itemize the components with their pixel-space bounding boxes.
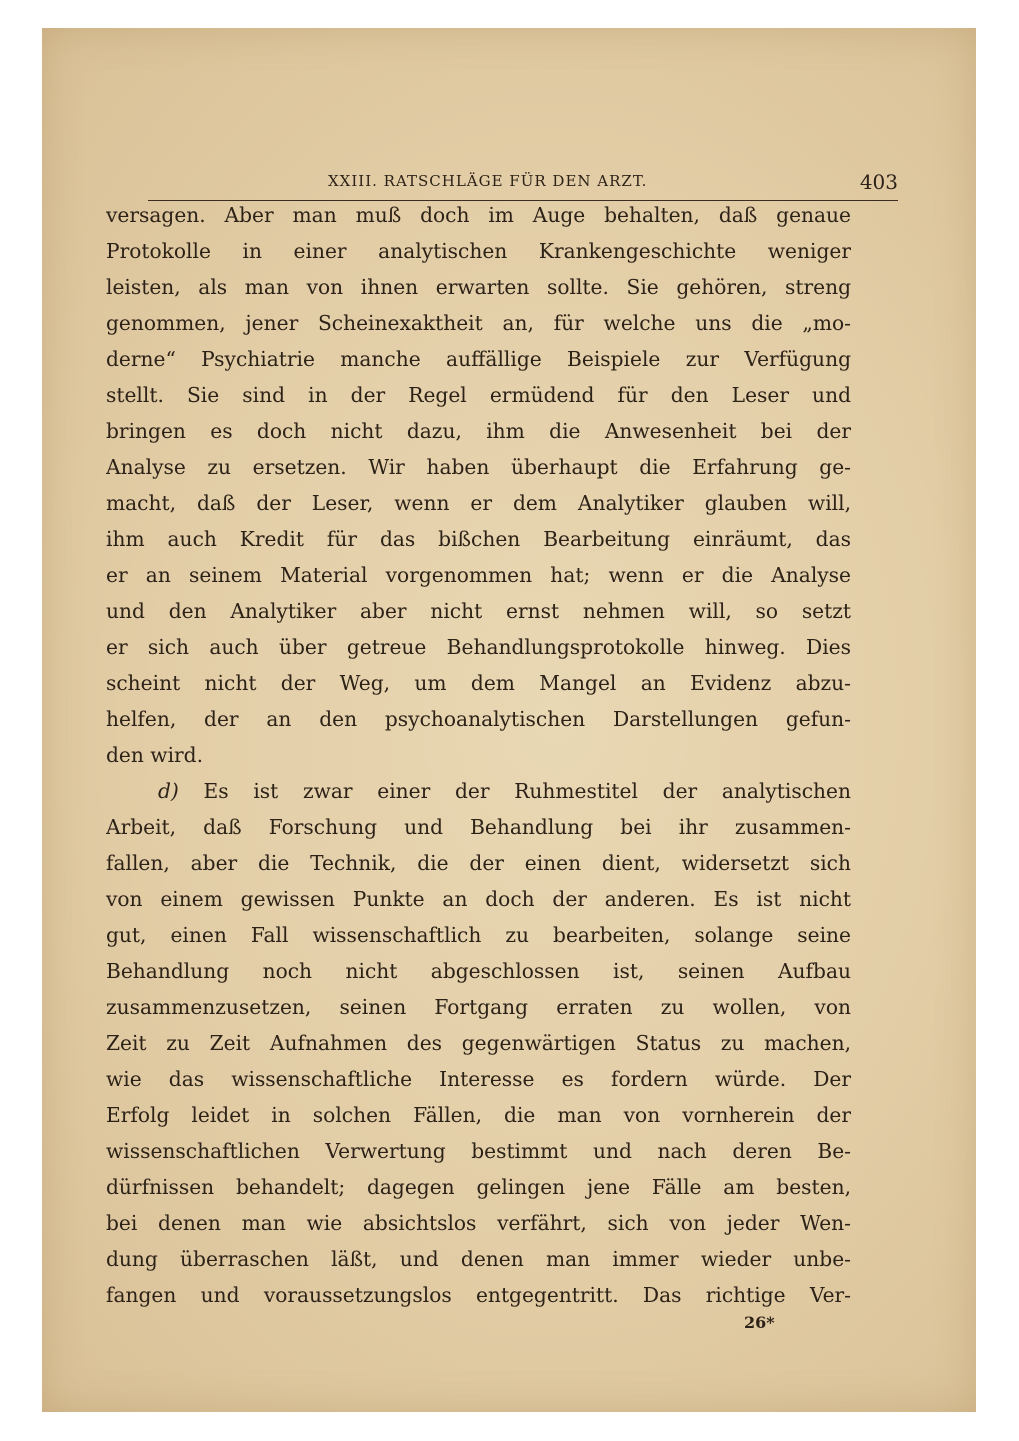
text-line: er an seinem Material vorgenommen hat; wenn er die Analyse [106, 563, 851, 587]
paragraph-marker: d) [158, 779, 179, 803]
text-line: scheint nicht der Weg, um dem Mangel an Evidenz abzu- [106, 671, 851, 695]
text-line: Protokolle in einer analytischen Krankengeschichte weniger [106, 239, 851, 263]
text-line: bringen es doch nicht dazu, ihm die Anwesenheit bei der [106, 419, 851, 443]
text-line: er sich auch über getreue Behandlungsprotokolle hinweg. Dies [106, 635, 851, 659]
text-line: von einem gewissen Punkte an doch der anderen. Es ist nicht [106, 887, 851, 911]
text-line: Zeit zu Zeit Aufnahmen des gegenwärtigen Status zu machen, [106, 1031, 851, 1055]
text-line: dürfnissen behandelt; dagegen gelingen jene Fälle am besten, [106, 1175, 851, 1199]
text-line: fangen und voraussetzungslos entgegentritt. Das richtige Ver- [106, 1283, 851, 1307]
signature-mark: 26* [744, 1313, 775, 1332]
page-number: 403 [859, 170, 898, 194]
text-line: dung überraschen läßt, und denen man immer wieder unbe- [106, 1247, 851, 1271]
text-line: und den Analytiker aber nicht ernst nehmen will, so setzt [106, 599, 851, 623]
text-line: gut, einen Fall wissenschaftlich zu bearbeiten, solange seine [106, 923, 851, 947]
text-line: wissenschaftlichen Verwertung bestimmt und nach deren Be- [106, 1139, 851, 1163]
text-line: bei denen man wie absichtslos verfährt, sich von jeder Wen- [106, 1211, 851, 1235]
text-line: wie das wissenschaftliche Interesse es fordern würde. Der [106, 1067, 851, 1091]
text-line: Erfolg leidet in solchen Fällen, die man von vornherein der [106, 1103, 851, 1127]
text-line: zusammenzusetzen, seinen Fortgang erraten zu wollen, von [106, 995, 851, 1019]
text-line: Analyse zu ersetzen. Wir haben überhaupt die Erfahrung ge- [106, 455, 851, 479]
text-line: helfen, der an den psychoanalytischen Darstellungen gefun- [106, 707, 851, 731]
text-line: Behandlung noch nicht abgeschlossen ist, seinen Aufbau [106, 959, 851, 983]
body-text [106, 197, 851, 1313]
paragraph-d-first-line [106, 773, 851, 809]
text-line: den wird. [106, 743, 204, 767]
text-line: stellt. Sie sind in der Regel ermüdend für den Leser und [106, 383, 851, 407]
text-line: fallen, aber die Technik, die der einen dient, widersetzt sich [106, 851, 851, 875]
text-line: Arbeit, daß Forschung und Behandlung bei ihr zusammen- [106, 815, 851, 839]
text-line: leisten, als man von ihnen erwarten sollte. Sie gehören, streng [106, 275, 851, 299]
paragraph-d-text: Es ist zwar einer der Ruhmestitel der analytischen [178, 779, 851, 803]
text-line: ihm auch Kredit für das bißchen Bearbeitung einräumt, das [106, 527, 851, 551]
running-head: XXIII. RATSCHLÄGE FÜR DEN ARZT. [328, 172, 648, 190]
text-line: genommen, jener Scheinexaktheit an, für welche uns die „mo- [106, 311, 851, 335]
text-line: versagen. Aber man muß doch im Auge behalten, daß genaue [106, 203, 851, 227]
text-line: derne“ Psychiatrie manche auffällige Beispiele zur Verfügung [106, 347, 851, 371]
text-line: macht, daß der Leser, wenn er dem Analytiker glauben will, [106, 491, 851, 515]
